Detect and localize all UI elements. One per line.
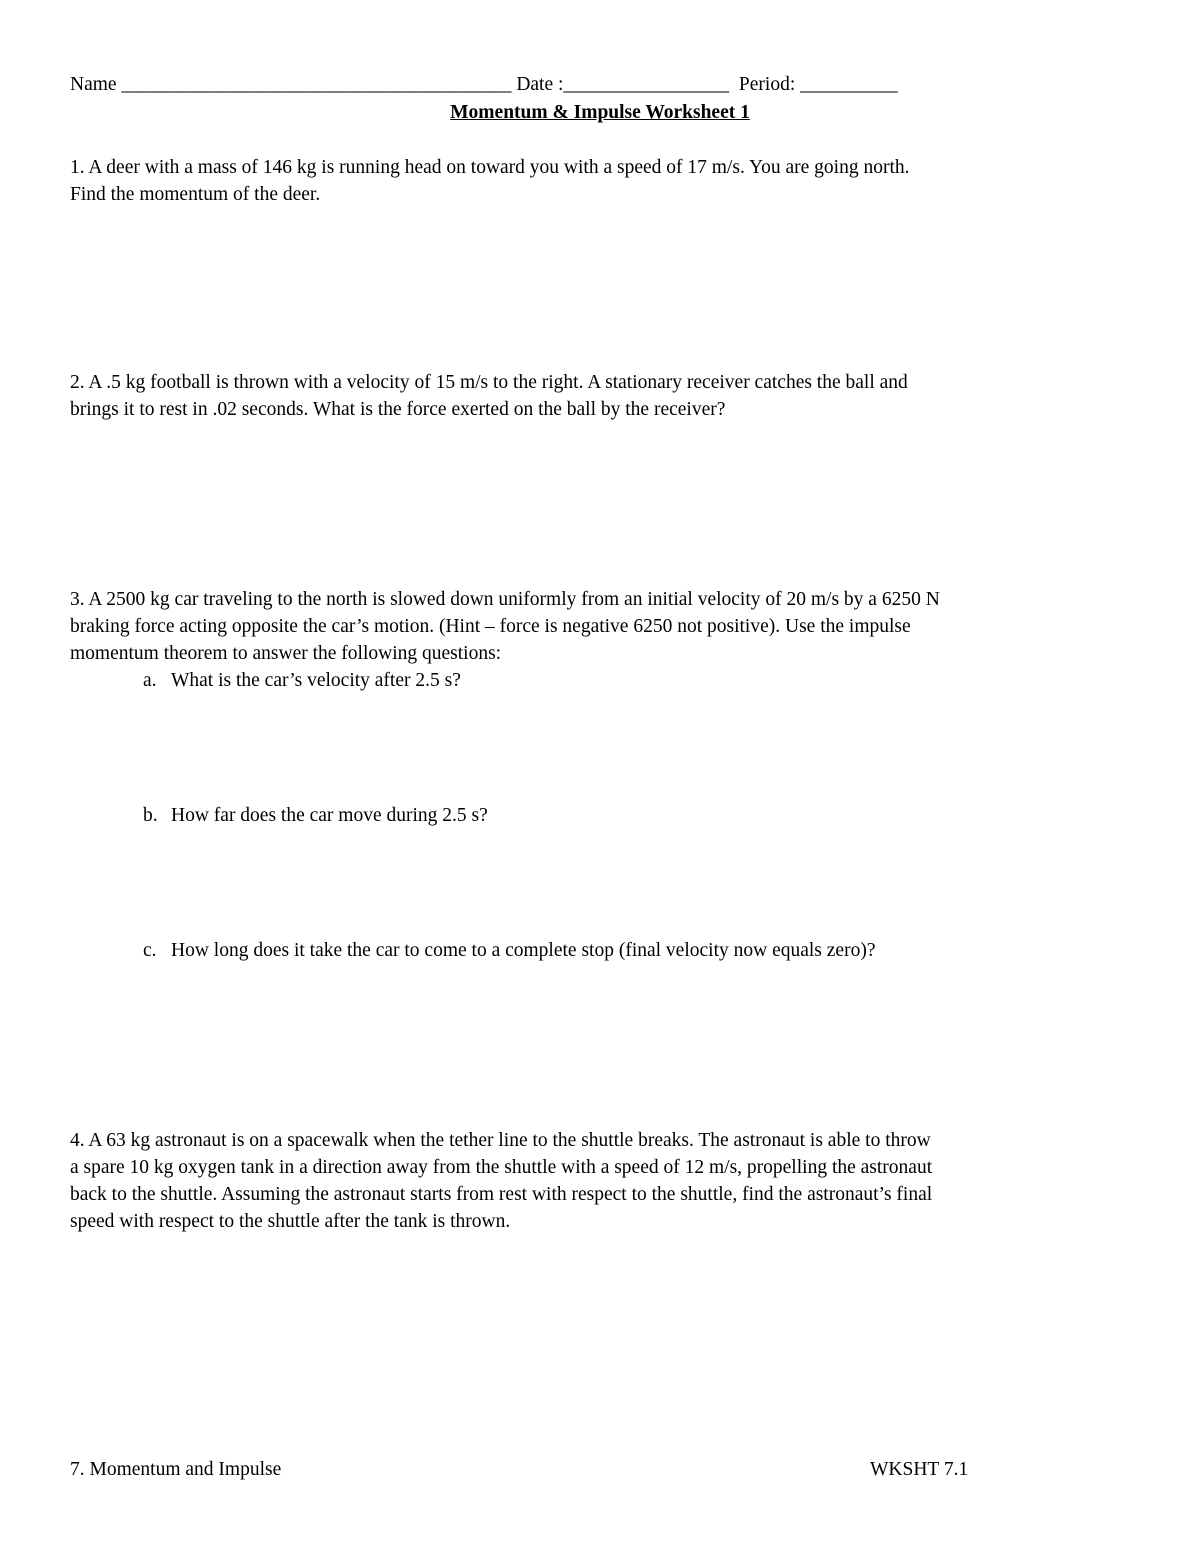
question-3-line-3: momentum theorem to answer the following questions:	[70, 643, 502, 664]
question-2	[70, 369, 1140, 423]
date-blank[interactable]: _________________	[563, 74, 730, 95]
part-a-letter: a.	[143, 670, 157, 691]
footer-chapter: 7. Momentum and Impulse	[70, 1459, 282, 1480]
header-fields	[70, 71, 1135, 98]
question-4-line-4: speed with respect to the shuttle after the tank is thrown.	[70, 1211, 511, 1232]
worksheet-title: Momentum & Impulse Worksheet 1	[450, 102, 750, 123]
question-3	[70, 586, 1140, 667]
name-label: Name	[70, 74, 117, 95]
question-2-line-1: 2. A .5 kg football is thrown with a velocity of 15 m/s to the right. A stationary receiver catches the ball and	[70, 372, 908, 393]
question-4	[70, 1127, 1140, 1235]
question-1-line-1: 1. A deer with a mass of 146 kg is running head on toward you with a speed of 17 m/s. You are going north.	[70, 157, 910, 178]
part-c-letter: c.	[143, 940, 157, 961]
period-label: Period:	[738, 74, 796, 95]
question-3-line-2: braking force acting opposite the car’s motion. (Hint – force is negative 6250 not positive). Use the impulse	[70, 616, 911, 637]
date-label: Date :	[516, 74, 564, 95]
question-4-line-2: a spare 10 kg oxygen tank in a direction away from the shuttle with a speed of 12 m/s, propelling the astronaut	[70, 1157, 933, 1178]
footer-worksheet-code: WKSHT 7.1	[870, 1459, 969, 1480]
question-4-line-1: 4. A 63 kg astronaut is on a spacewalk when the tether line to the shuttle breaks. The astronaut is able to throw	[70, 1130, 931, 1151]
part-a-text: What is the car’s velocity after 2.5 s?	[171, 670, 461, 691]
question-4-line-3: back to the shuttle. Assuming the astronaut starts from rest with respect to the shuttle, find the astronaut’s final	[70, 1184, 933, 1205]
period-blank[interactable]: __________	[800, 74, 898, 95]
part-b-letter: b.	[143, 805, 158, 826]
question-2-line-2: brings it to rest in .02 seconds. What is the force exerted on the ball by the receiver?	[70, 399, 726, 420]
question-3-part-c	[143, 937, 875, 964]
question-3-part-a	[143, 667, 461, 694]
question-3-part-b	[143, 802, 488, 829]
question-1	[70, 154, 1140, 208]
name-blank[interactable]: ________________________________________	[121, 74, 512, 95]
question-1-line-2: Find the momentum of the deer.	[70, 184, 321, 205]
part-c-text: How long does it take the car to come to a complete stop (final velocity now equals zero)?	[171, 940, 876, 961]
question-3-line-1: 3. A 2500 kg car traveling to the north is slowed down uniformly from an initial velocity of 20 m/s by a 6250 N	[70, 589, 940, 610]
part-b-text: How far does the car move during 2.5 s?	[171, 805, 488, 826]
